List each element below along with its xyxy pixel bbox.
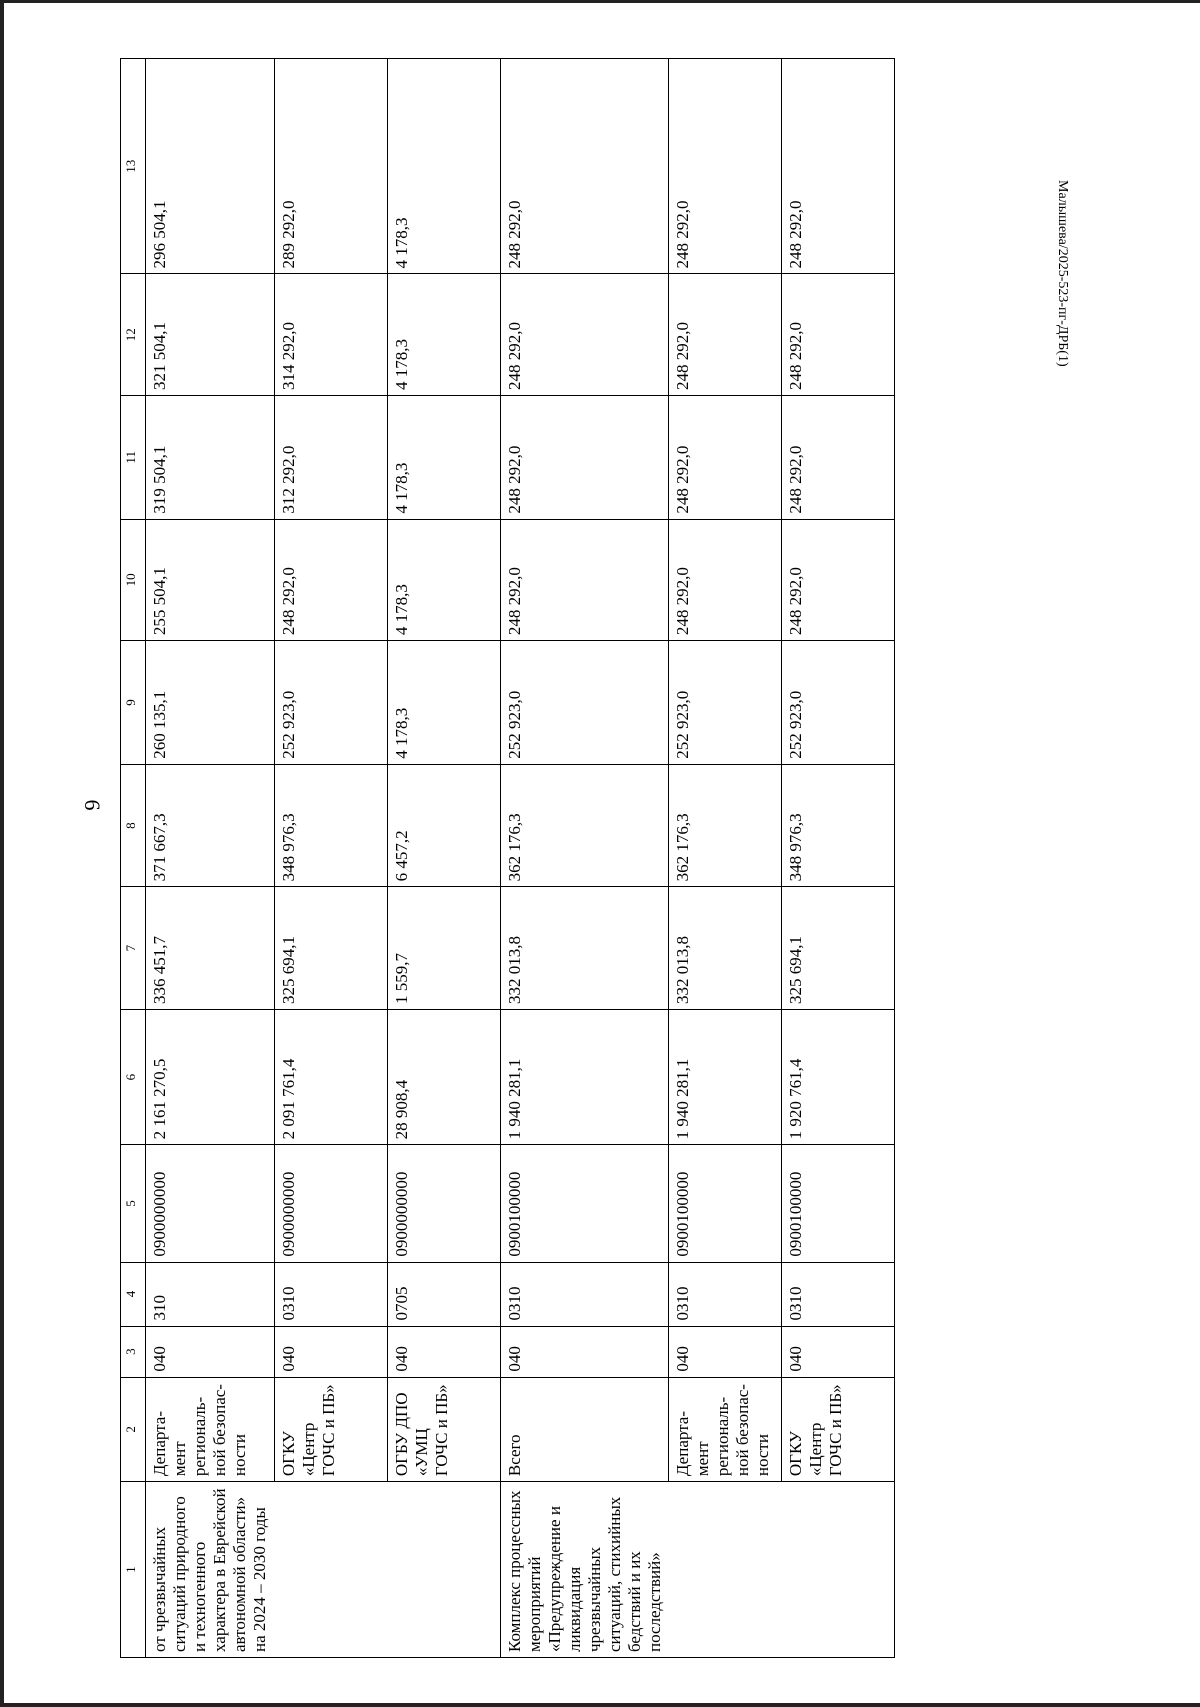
- cell-year-7: 325 694,1: [782, 887, 895, 1010]
- page-number: 6: [80, 799, 105, 811]
- cell-year-12: 4 178,3: [387, 274, 500, 396]
- cell-year-13: 248 292,0: [669, 59, 782, 274]
- cell-year-13: 296 504,1: [146, 59, 275, 274]
- cell-year-13: 289 292,0: [274, 59, 387, 274]
- col-header-13: 13: [121, 59, 146, 274]
- cell-year-10: 4 178,3: [387, 519, 500, 641]
- col-header-7: 7: [121, 887, 146, 1010]
- cell-year-12: 314 292,0: [274, 274, 387, 396]
- cell-year-10: 248 292,0: [500, 519, 669, 641]
- cell-rzpr: 0310: [500, 1262, 669, 1326]
- cell-year-11: 248 292,0: [669, 395, 782, 519]
- cell-year-7: 325 694,1: [274, 887, 387, 1010]
- cell-year-11: 4 178,3: [387, 395, 500, 519]
- cell-grbs: 040: [387, 1326, 500, 1377]
- col-header-9: 9: [121, 641, 146, 765]
- cell-year-8: 371 667,3: [146, 764, 275, 887]
- cell-year-7: 332 013,8: [500, 887, 669, 1010]
- cell-total: 28 908,4: [387, 1009, 500, 1144]
- cell-csr: 0900000000: [387, 1145, 500, 1262]
- cell-year-11: 312 292,0: [274, 395, 387, 519]
- table-row: [274, 59, 387, 1658]
- cell-year-13: 4 178,3: [387, 59, 500, 274]
- cell-year-11: 248 292,0: [782, 395, 895, 519]
- cell-rzpr: 0310: [782, 1262, 895, 1326]
- cell-executor: Департа-мент региональ-ной безопас-ности: [669, 1377, 782, 1481]
- header-row: [121, 59, 146, 1658]
- cell-year-9: 260 135,1: [146, 641, 275, 765]
- cell-year-9: 252 923,0: [782, 641, 895, 765]
- cell-year-11: 319 504,1: [146, 395, 275, 519]
- table-row: [669, 59, 782, 1658]
- cell-executor: ОГБУ ДПО «УМЦ ГОЧС и ПБ»: [387, 1377, 500, 1481]
- cell-total: 1 940 281,1: [669, 1009, 782, 1144]
- cell-grbs: 040: [669, 1326, 782, 1377]
- cell-program-name: Комплекс процессных мероприятий «Предупреждение и ликвидация чрезвычайных ситуаций, стихийных бедствий и их последствий»: [500, 1482, 669, 1658]
- cell-year-9: 252 923,0: [669, 641, 782, 765]
- col-header-10: 10: [121, 519, 146, 641]
- table-row: [500, 59, 669, 1658]
- cell-year-9: 4 178,3: [387, 641, 500, 765]
- scan-edge-left: [0, 0, 4, 1707]
- cell-executor: ОГКУ «Центр ГОЧС и ПБ»: [782, 1377, 895, 1481]
- cell-year-8: 6 457,2: [387, 764, 500, 887]
- cell-year-13: 248 292,0: [500, 59, 669, 274]
- table-row: [387, 59, 500, 1658]
- cell-year-8: 362 176,3: [669, 764, 782, 887]
- cell-total: 1 940 281,1: [500, 1009, 669, 1144]
- cell-year-9: 252 923,0: [500, 641, 669, 765]
- cell-year-12: 248 292,0: [669, 274, 782, 396]
- cell-year-12: 248 292,0: [500, 274, 669, 396]
- cell-grbs: 040: [146, 1326, 275, 1377]
- col-header-2: 2: [121, 1377, 146, 1481]
- cell-program-name: [782, 1482, 895, 1658]
- scan-edge-top: [0, 0, 1200, 3]
- cell-year-8: 362 176,3: [500, 764, 669, 887]
- cell-rzpr: 0310: [274, 1262, 387, 1326]
- cell-csr: 0900100000: [669, 1145, 782, 1262]
- col-header-6: 6: [121, 1009, 146, 1144]
- cell-executor: Всего: [500, 1377, 669, 1481]
- table-row: [782, 59, 895, 1658]
- cell-year-7: 1 559,7: [387, 887, 500, 1010]
- col-header-1: 1: [121, 1482, 146, 1658]
- cell-csr: 0900000000: [274, 1145, 387, 1262]
- cell-year-7: 336 451,7: [146, 887, 275, 1010]
- cell-total: 2 161 270,5: [146, 1009, 275, 1144]
- col-header-11: 11: [121, 395, 146, 519]
- cell-grbs: 040: [500, 1326, 669, 1377]
- cell-rzpr: 310: [146, 1262, 275, 1326]
- col-header-5: 5: [121, 1145, 146, 1262]
- cell-csr: 0900100000: [500, 1145, 669, 1262]
- table-row: [146, 59, 275, 1658]
- col-header-12: 12: [121, 274, 146, 396]
- cell-program-name: от чрезвычайных ситуаций природного и техногенного характера в Еврейской автономной области» на 2024 – 2030 годы: [146, 1482, 275, 1658]
- cell-year-10: 248 292,0: [274, 519, 387, 641]
- cell-year-11: 248 292,0: [500, 395, 669, 519]
- cell-total: 1 920 761,4: [782, 1009, 895, 1144]
- col-header-4: 4: [121, 1262, 146, 1326]
- cell-year-13: 248 292,0: [782, 59, 895, 274]
- cell-year-8: 348 976,3: [274, 764, 387, 887]
- cell-program-name: [669, 1482, 782, 1658]
- cell-program-name: [274, 1482, 387, 1658]
- cell-program-name: [387, 1482, 500, 1658]
- cell-csr: 0900000000: [146, 1145, 275, 1262]
- cell-csr: 0900100000: [782, 1145, 895, 1262]
- cell-grbs: 040: [782, 1326, 895, 1377]
- cell-year-12: 248 292,0: [782, 274, 895, 396]
- cell-grbs: 040: [274, 1326, 387, 1377]
- document-code: Малышева/2025-523-пг-ДРБ(1): [1055, 180, 1070, 367]
- cell-rzpr: 0705: [387, 1262, 500, 1326]
- cell-year-7: 332 013,8: [669, 887, 782, 1010]
- budget-table: [120, 58, 895, 1658]
- cell-executor: Департа-мент региональ-ной безопас-ности: [146, 1377, 275, 1481]
- cell-total: 2 091 761,4: [274, 1009, 387, 1144]
- col-header-8: 8: [121, 764, 146, 887]
- cell-year-10: 248 292,0: [782, 519, 895, 641]
- cell-rzpr: 0310: [669, 1262, 782, 1326]
- col-header-3: 3: [121, 1326, 146, 1377]
- cell-year-10: 255 504,1: [146, 519, 275, 641]
- scan-edge-bottom: [0, 1703, 1200, 1707]
- cell-year-9: 252 923,0: [274, 641, 387, 765]
- cell-year-8: 348 976,3: [782, 764, 895, 887]
- cell-year-12: 321 504,1: [146, 274, 275, 396]
- cell-year-10: 248 292,0: [669, 519, 782, 641]
- cell-executor: ОГКУ «Центр ГОЧС и ПБ»: [274, 1377, 387, 1481]
